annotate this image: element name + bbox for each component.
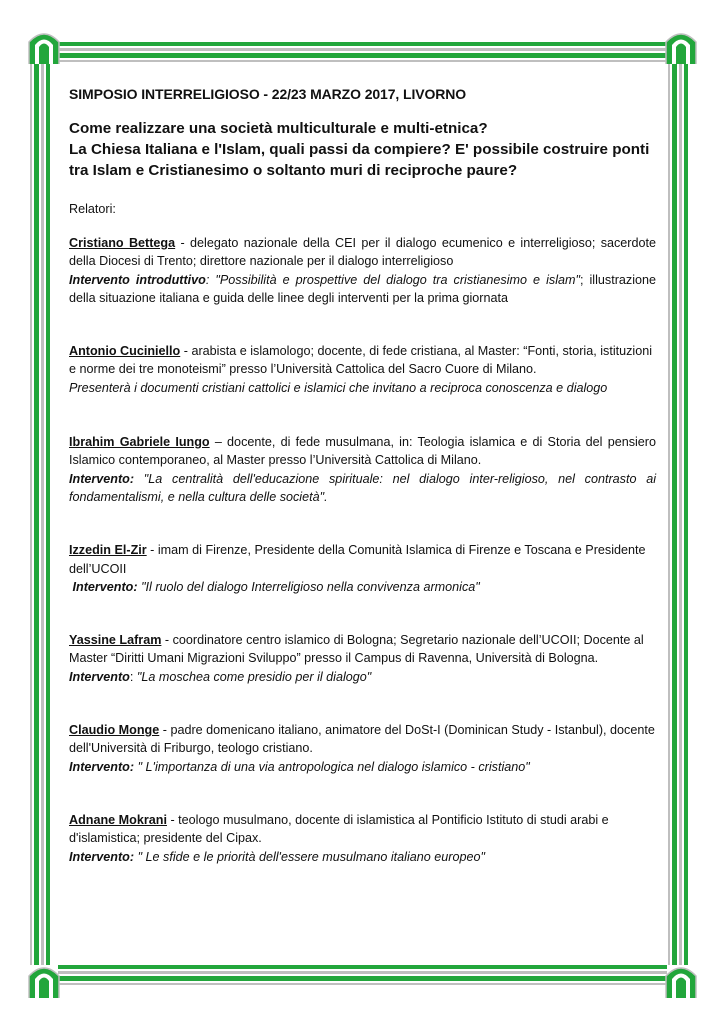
speaker-bio: - imam di Firenze, Presidente della Comunità Islamica di Firenze e Toscana e Presidente dell’UCOII <box>69 543 646 576</box>
border-right <box>668 60 690 965</box>
corner-ornament-icon <box>664 962 698 998</box>
speaker-block <box>69 721 656 776</box>
talk-title: " Le sfide e le priorità dell'essere musulmano italiano europeo" <box>134 849 485 864</box>
speaker-block <box>69 541 656 596</box>
speaker-extra: ; illustrazione della situazione italiana e guida delle linee degli interventi per la prima giornata <box>69 272 657 305</box>
speaker-name: Ibrahim Gabriele Iungo <box>69 435 210 450</box>
talk-label: Intervento: <box>69 849 135 864</box>
talk-label: Intervento <box>69 669 130 684</box>
talk-label: Intervento introduttivo <box>69 272 206 287</box>
speaker-block <box>69 234 656 307</box>
border-bottom <box>58 963 667 985</box>
talk-title: " L'importanza di una via antropologica nel dialogo islamico - cristiano" <box>134 759 530 774</box>
speaker-name: Yassine Lafram <box>69 633 162 648</box>
speaker-bio: – docente, di fede musulmana, in: Teologia islamica e di Storia del pensiero Islamico contemporaneo, al Master presso l’Università Cattolica di Milano. <box>69 435 656 468</box>
talk-title: "Il ruolo del dialogo Interreligioso nella convivenza armonica" <box>137 579 480 594</box>
document-body <box>69 86 656 866</box>
question-line: La Chiesa Italiana e l'Islam, quali passi da compiere? E' possibile costruire ponti tra Islam e Cristianesimo o soltanto muri di reciproche paure? <box>69 141 650 179</box>
speaker-bio: - delegato nazionale della CEI per il dialogo ecumenico e interreligioso; sacerdote della Diocesi di Trento; direttore nazionale per il dialogo interreligioso <box>69 236 656 269</box>
talk-title: : "Possibilità e prospettive del dialogo tra cristianesimo e islam" <box>205 272 580 287</box>
border-top <box>58 40 667 62</box>
speaker-block <box>69 433 656 506</box>
talk-label: Intervento: <box>69 471 135 486</box>
speaker-name: Adnane Mokrani <box>69 812 167 827</box>
corner-ornament-icon <box>27 28 61 64</box>
speaker-block <box>69 342 656 397</box>
talk-label: Intervento: <box>69 759 135 774</box>
corner-ornament-icon <box>664 28 698 64</box>
relatori-label: Relatori: <box>69 202 116 216</box>
speaker-name: Antonio Cuciniello <box>69 344 181 359</box>
corner-ornament-icon <box>27 962 61 998</box>
talk-title: "La centralità dell'educazione spirituale: nel dialogo inter-religioso, nel contrasto ai fondamentalismi, e nella cultura delle società". <box>69 471 656 504</box>
talk-label: Intervento: <box>72 579 138 594</box>
speaker-bio: - teologo musulmano, docente di islamistica al Pontificio Istituto di studi arabi e d'islamistica; presidente del Cipax. <box>69 812 609 846</box>
talk-separator: : <box>129 669 137 684</box>
speaker-bio: - coordinatore centro islamico di Bologna; Segretario nazionale dell’UCOII; Docente al Master “Diritti Umani Migrazioni Sviluppo” presso il Campus di Ravenna, Università di Bologna. <box>69 633 644 666</box>
speaker-bio: - arabista e islamologo; docente, di fede cristiana, al Master: “Fonti, storia, istituzioni e norme dei tre monoteismi” presso l’Università Cattolica del Sacro Cuore di Milano. <box>69 344 653 377</box>
speaker-name: Claudio Monge <box>69 723 160 738</box>
question-line: Come realizzare una società multiculturale e multi-etnica? <box>69 120 488 137</box>
speaker-block <box>69 631 656 686</box>
speaker-bio: - padre domenicano italiano, animatore del DoSt-I (Dominican Study - Istanbul), docente dell'Università di Friburgo, teologo cristiano. <box>69 723 655 756</box>
page-title: SIMPOSIO INTERRELIGIOSO - 22/23 MARZO 2017, LIVORNO <box>69 86 467 102</box>
speaker-name: Cristiano Bettega <box>69 236 176 250</box>
border-left <box>30 60 52 965</box>
speaker-block <box>69 811 656 866</box>
speaker-name: Izzedin El-Zir <box>69 543 147 558</box>
talk-title: "La moschea come presidio per il dialogo" <box>136 669 372 684</box>
speaker-note: Presenterà i documenti cristiani cattolici e islamici che invitano a reciproca conoscenza e dialogo <box>69 380 608 395</box>
main-question <box>69 118 656 181</box>
